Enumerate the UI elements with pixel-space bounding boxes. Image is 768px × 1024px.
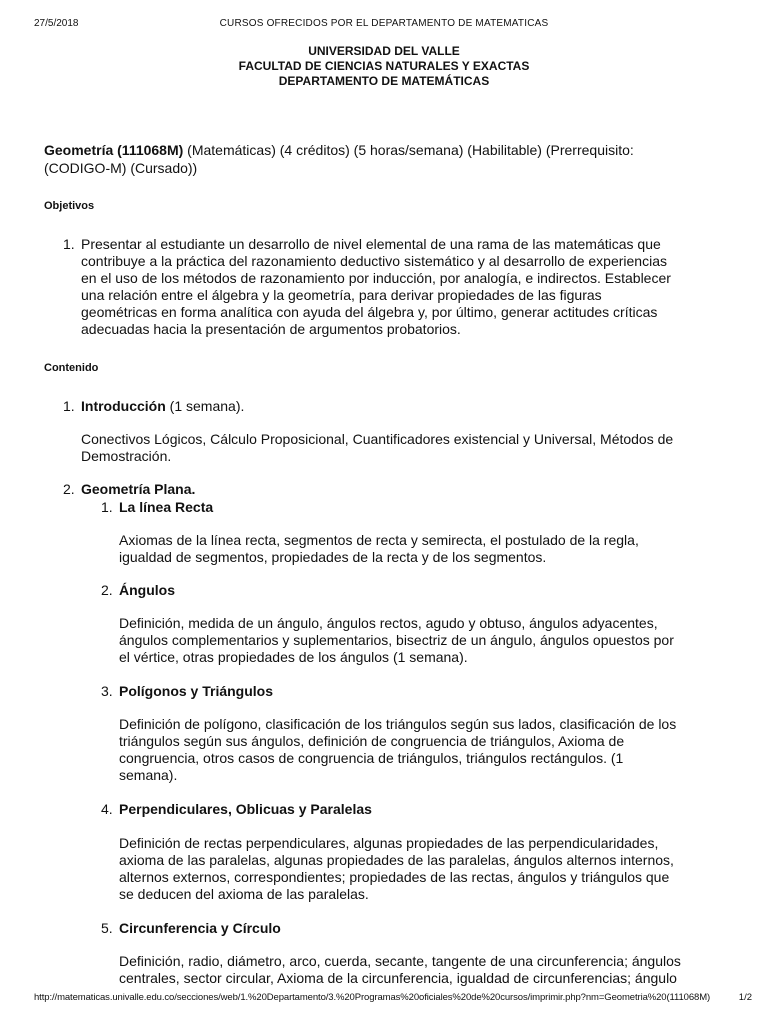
- page-number: 1/2: [738, 992, 752, 1003]
- text-line: Demostración.: [81, 448, 172, 464]
- course-details-2: (CODIGO-M) (Cursado)): [44, 160, 198, 176]
- text-line: Definición de rectas perpendiculares, algunas propiedades de las perpendicularidades,: [119, 835, 659, 851]
- print-header-title: CURSOS OFRECIDOS POR EL DEPARTAMENTO DE MATEMATICAS: [219, 18, 549, 29]
- objetivo-line: en el uso de los métodos de razonamiento por inducción, por analogía, e indirectos. Establecer: [81, 270, 671, 286]
- text-line: alternos externos, correspondientes; propiedades de las rectas, ángulos y triángulos que: [119, 869, 670, 885]
- objetivo-line: geométricas en forma analítica con ayuda del álgebra y, por último, generar actitudes críticas: [81, 304, 658, 320]
- subitem-text-poligonos: [119, 716, 739, 784]
- subitem-title-angulos: Ángulos: [119, 582, 175, 598]
- text-line: igualdad de segmentos, propiedades de la recta y de los segmentos.: [119, 549, 547, 565]
- objetivo-line: contribuye a la práctica del razonamiento deductivo sistemático y al desarrollo de experiencias: [81, 253, 667, 269]
- course-info: [44, 141, 734, 177]
- print-footer-url[interactable]: [34, 992, 710, 1003]
- text-line: Definición, radio, diámetro, arco, cuerda, secante, tangente de una circunferencia; ángulos: [119, 953, 681, 969]
- subitem-text-linea-recta: [119, 532, 739, 566]
- source-url-link[interactable]: http://matematicas.univalle.edu.co/secciones/web/1.%20Departamento/3.%20Programas%20oficiales%20de%20cursos/imprimir.php?nm=Geometria%20(111068M): [34, 992, 711, 1003]
- subitem-text-perpendiculares: [119, 835, 739, 903]
- introduccion-duration: (1 semana).: [165, 398, 245, 414]
- subitem-title-perpendiculares: Perpendiculares, Oblicuas y Paralelas: [119, 801, 372, 817]
- objetivo-text: [81, 236, 741, 338]
- department-name: DEPARTAMENTO DE MATEMÁTICAS: [278, 74, 490, 88]
- objetivos-heading: Objetivos: [44, 200, 95, 212]
- text-line: ángulos complementarios y suplementarios, bisectriz de un ángulo, ángulos opuestos por: [119, 632, 674, 648]
- introduccion-title: Introducción: [81, 398, 166, 414]
- course-details-1: (Matemáticas) (4 créditos) (5 horas/semana) (Habilitable) (Prerrequisito:: [183, 142, 634, 158]
- text-line: Definición, medida de un ángulo, ángulos rectos, agudo y obtuso, ángulos adyacentes,: [119, 615, 658, 631]
- text-line: congruencia, otros casos de congruencia de triángulos, triángulos rectángulos. (1: [119, 750, 624, 766]
- subitem-number: 3.: [101, 683, 113, 699]
- subitem-number: 2.: [101, 582, 113, 598]
- text-line: triángulos según sus ángulos, definición de congruencia de triángulos, Axioma de: [119, 733, 625, 749]
- geometria-plana-title: Geometría Plana.: [81, 481, 196, 497]
- subitem-text-circunferencia: [119, 953, 739, 987]
- text-line: semana).: [119, 767, 178, 783]
- text-line: Axiomas de la línea recta, segmentos de recta y semirecta, el postulado de la regla,: [119, 532, 639, 548]
- course-name: Geometría (111068M): [44, 142, 184, 158]
- contenido-item-number: 1.: [63, 398, 75, 414]
- subitem-text-angulos: [119, 615, 739, 666]
- text-line: Definición de polígono, clasificación de los triángulos según sus lados, clasificación de los: [119, 716, 677, 732]
- institution-header: [0, 44, 768, 89]
- contenido-item-number: 2.: [63, 481, 75, 497]
- print-date: 27/5/2018: [34, 18, 79, 29]
- contenido-heading: Contenido: [44, 362, 99, 374]
- objetivo-line: adecuadas hacia la presentación de argumentos probatorios.: [81, 321, 461, 337]
- university-name: UNIVERSIDAD DEL VALLE: [308, 44, 460, 58]
- text-line: axioma de las paralelas, algunas propiedades de las paralelas, ángulos alternos internos,: [119, 852, 674, 868]
- text-line: el vértice, otras propiedades de los ángulos (1 semana).: [119, 649, 468, 665]
- text-line: se deducen del axioma de las paralelas.: [119, 886, 369, 902]
- faculty-name: FACULTAD DE CIENCIAS NATURALES Y EXACTAS: [238, 59, 530, 73]
- subitem-number: 4.: [101, 801, 113, 817]
- objetivo-line: una relación entre el álgebra y la geometría, para derivar propiedades de las figuras: [81, 287, 602, 303]
- text-line: Conectivos Lógicos, Cálculo Proposicional, Cuantificadores existencial y Universal, Métodos de: [81, 431, 674, 447]
- introduccion-text: [81, 431, 741, 465]
- contenido-item-title: [81, 398, 244, 415]
- objetivo-number: 1.: [63, 236, 75, 252]
- subitem-number: 1.: [101, 499, 113, 515]
- text-line: centrales, sector circular, Axioma de la circunferencia, igualdad de circunferencias; ángulo: [119, 970, 677, 986]
- subitem-title-poligonos: Polígonos y Triángulos: [119, 683, 274, 699]
- subitem-number: 5.: [101, 920, 113, 936]
- subitem-title-linea-recta: La línea Recta: [119, 499, 214, 515]
- subitem-title-circunferencia: Circunferencia y Círculo: [119, 920, 281, 936]
- objetivo-line: Presentar al estudiante un desarrollo de nivel elemental de una rama de las matemáticas que: [81, 236, 661, 252]
